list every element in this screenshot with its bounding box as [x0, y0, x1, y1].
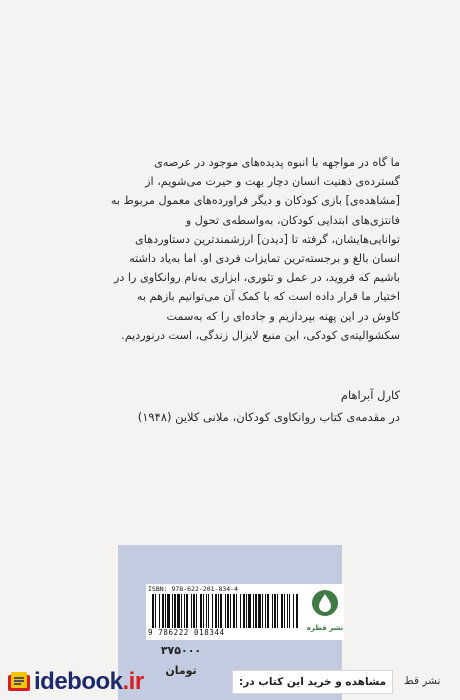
barcode-bar	[274, 594, 276, 628]
barcode-bar	[253, 594, 254, 628]
barcode-bar	[212, 594, 213, 628]
barcode-bar	[255, 594, 257, 628]
barcode-bar	[272, 594, 273, 628]
barcode-bar	[167, 594, 170, 628]
barcode-bar	[265, 594, 266, 628]
quote-source: در مقدمه‌ی کتاب روانکاوی کودکان، ملانی کلاین (۱۹۴۸)	[137, 410, 400, 424]
barcode-bar	[172, 594, 173, 628]
barcode-bar	[233, 594, 235, 628]
quote-line: باشیم که فروید، در عمل و تئوری، ابزاری به‌نام روانکاوی را در	[113, 271, 400, 285]
barcode-number: 9 786222 018344	[148, 628, 225, 637]
barcode-bar	[284, 594, 285, 628]
barcode-bar	[193, 594, 195, 628]
barcode-bar	[248, 594, 251, 628]
isbn-label: ISBN: 978-622-201-834-4	[148, 585, 239, 593]
barcode-bar	[236, 594, 237, 628]
barcode	[146, 584, 306, 640]
barcode-bar	[206, 594, 207, 628]
quote-line: گسترده‌ی ذهنیت انسان دچار بهت و حیرت می‌شویم، از	[145, 175, 400, 189]
drop-logo-icon	[310, 588, 340, 618]
site-name: idebook.ir	[34, 668, 144, 695]
publisher-logo-text: نشر قطره	[306, 624, 344, 632]
barcode-bar	[246, 594, 247, 628]
barcode-bar	[162, 594, 164, 628]
barcode-bar	[218, 594, 219, 628]
quote-author: کارل آبراهام	[340, 388, 400, 402]
quote-line: توانایی‌هایشان، گرفته تا [دیدن] ارزشمندترین دستاوردهای	[135, 232, 400, 246]
idebook-logo[interactable]	[6, 668, 144, 696]
barcode-bar	[296, 594, 298, 628]
barcode-bar	[181, 594, 182, 628]
quote-line: کاوش در این پهنه بپردازیم و جاده‌ای را که به‌سمت	[166, 309, 400, 323]
barcode-bar	[165, 594, 166, 628]
barcode-bar	[225, 594, 226, 628]
barcode-bar	[215, 594, 217, 628]
barcode-bar	[240, 594, 241, 628]
back-cover-quote	[58, 153, 400, 345]
quote-line: انسان بالغ و برجسته‌ترین تمایزات فردی او. اما به‌یاد داشته	[129, 252, 400, 266]
barcode-bar	[262, 594, 263, 628]
barcode-bar	[177, 594, 180, 628]
book-icon	[6, 669, 32, 695]
quote-line: اختیار ما قرار داده است که با کمک آن می‌توانیم بازهم به	[136, 290, 400, 304]
watermark-footer	[0, 662, 460, 700]
quote-line: سکشوالیته‌ی کودکی، این منبع لایزال زندگی، است درنوردیم.	[121, 328, 400, 342]
barcode-bar	[208, 594, 209, 628]
barcode-bar	[267, 594, 269, 628]
barcode-bar	[155, 594, 156, 628]
barcode-bar	[186, 594, 188, 628]
barcode-bar	[152, 594, 154, 628]
barcode-bar	[159, 594, 160, 628]
barcode-bar	[277, 594, 278, 628]
buy-link[interactable]: مشاهده و خرید این کتاب در:	[232, 670, 393, 694]
publisher-logo	[306, 584, 344, 640]
barcode-bars	[152, 594, 300, 628]
publisher-link-text[interactable]: نشر قط	[404, 675, 441, 687]
barcode-bar	[203, 594, 204, 628]
barcode-bar	[220, 594, 222, 628]
barcode-bar	[289, 594, 290, 628]
barcode-bar	[287, 594, 288, 628]
barcode-bar	[230, 594, 231, 628]
quote-line: [مشاهده‌ی] بازی کودکان و دیگر فراورده‌های معمول مربوط به	[110, 194, 400, 208]
barcode-bar	[293, 594, 294, 628]
quote-line: ما گاه در مواجهه با انبوه پدیده‌های موجود در عرصه‌ی	[154, 156, 400, 169]
barcode-bar	[196, 594, 197, 628]
barcode-bar	[281, 594, 283, 628]
barcode-bar	[174, 594, 176, 628]
barcode-bar	[191, 594, 192, 628]
quote-line: فانتزی‌های ابتدایی کودکان، به‌واسطه‌ی تحول و	[185, 213, 400, 227]
barcode-bar	[227, 594, 229, 628]
barcode-bar	[258, 594, 261, 628]
barcode-bar	[184, 594, 185, 628]
barcode-bar	[200, 594, 202, 628]
price-label: ۳۷۵۰۰۰ تومان	[160, 644, 202, 677]
barcode-bar	[243, 594, 245, 628]
